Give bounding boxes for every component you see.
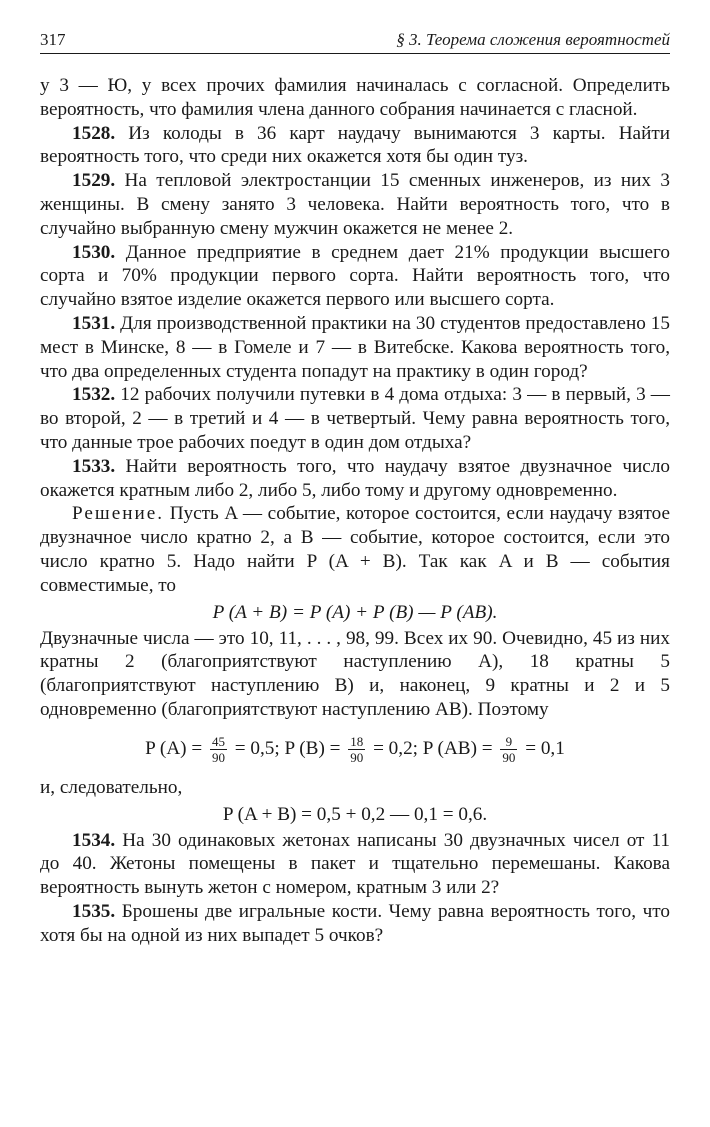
fraction-denominator: 90: [211, 749, 225, 765]
continuation-text: у 3 — Ю, у всех прочих фамилия начиналась с согласной. Определить вероятность, что фамилия члена данного собрания начинается с гласной.: [40, 75, 670, 120]
solution-intro-text: Пусть A — событие, которое состоится, если наудачу взятое двузначное число кратно 2, а B — событие, которое состоится, если это число кратно 5. Надо найти P (A + B). Так как A и B — события совместимые, то: [40, 503, 670, 596]
formula-pa-left: P (A) =: [145, 737, 207, 759]
problem-1531: [40, 312, 670, 383]
problem-number: 1533.: [72, 455, 116, 477]
fraction-pab: [500, 734, 517, 765]
formula-probabilities: [40, 726, 670, 772]
solution-label: Решение.: [72, 503, 165, 525]
solution-intro: [40, 502, 670, 597]
problem-number: 1531.: [72, 312, 116, 334]
problem-1532: [40, 383, 670, 454]
problem-text: На тепловой электростанции 15 сменных инженеров, из них 3 женщины. В смену занято 3 человека. Найти вероятность того, что в случайно выбранную смену мужчин окажется не менее 2.: [40, 170, 670, 239]
problem-text: Брошены две игральные кости. Чему равна вероятность того, что хотя бы на одной из них выпадет 5 очков?: [40, 900, 670, 946]
therefore-text: и, следовательно,: [40, 776, 183, 798]
problem-number: 1532.: [72, 384, 116, 406]
problem-number: 1530.: [72, 241, 116, 263]
page-number: 317: [40, 30, 66, 49]
running-title: § 3. Теорема сложения вероятностей: [396, 30, 670, 49]
problem-number: 1529.: [72, 170, 116, 192]
problem-number: 1528.: [72, 122, 116, 144]
problem-text: Данное предприятие в среднем дает 21% продукции высшего сорта и 70% продукции первого сорта. Найти вероятность того, что случайно взятое изделие окажется первого или высшего сорта.: [40, 241, 670, 311]
fraction-numerator: 9: [500, 734, 517, 750]
page-header: [40, 30, 670, 54]
formula-pab-right: = 0,1: [520, 737, 565, 759]
problem-text: Найти вероятность того, что наудачу взятое двузначное число окажется кратным либо 2, либо 5, либо тому и другому одновременно.: [40, 455, 670, 501]
fraction-pa: [210, 734, 227, 765]
problem-1529: [40, 169, 670, 240]
formula-result: P (A + B) = 0,5 + 0,2 — 0,1 = 0,6.: [222, 803, 488, 825]
problem-number: 1534.: [72, 829, 116, 851]
formula-addition-theorem: P (A + B) = P (A) + P (B) — P (AB).: [212, 601, 498, 623]
fraction-denominator: 90: [502, 749, 516, 765]
problem-number: 1535.: [72, 900, 116, 922]
fraction-numerator: 18: [350, 733, 364, 749]
fraction-numerator: 45: [211, 733, 225, 749]
problem-1530: [40, 241, 670, 312]
solution-middle: Двузначные числа — это 10, 11, . . . , 98, 99. Всех их 90. Очевидно, 45 из них кратны 2 (благоприятствуют наступлению A), 18 кратны 5 (благоприятствуют наступлению B) и, наконец, 9 кратны и 2 и 5 одновременно (благоприятствуют наступлению AB). Поэтому: [40, 627, 670, 720]
problem-text: Для производственной практики на 30 студентов предоставлено 15 мест в Минске, 8 — в Гомеле и 7 — в Витебске. Какова вероятность того, что два определенных студента попадут на практику в один город?: [40, 312, 670, 382]
fraction-pb: [348, 734, 365, 765]
problem-1535: [40, 900, 670, 948]
problem-text: На 30 одинаковых жетонах написаны 30 двузначных чисел от 11 до 40. Жетоны помещены в пакет и тщательно перемешаны. Какова вероятность вынуть жетон с номером, кратным 3 или 2?: [40, 829, 670, 899]
problem-1528: [40, 122, 670, 170]
formula-pa-right: = 0,5; P (B) =: [229, 737, 346, 759]
problem-1533: [40, 455, 670, 503]
problem-text: Из колоды в 36 карт наудачу вынимаются 3 карты. Найти вероятность того, что среди них окажется хотя бы один туз.: [40, 122, 670, 168]
formula-pb-right: = 0,2; P (AB) =: [368, 737, 498, 759]
fraction-denominator: 90: [350, 749, 364, 765]
problem-1534: [40, 829, 670, 900]
problem-text: 12 рабочих получили путевки в 4 дома отдыха: 3 — в первый, 3 — во второй, 2 — в третий и 4 — в четвертый. Чему равна вероятность того, что данные трое рабочих поедут в один дом отдыха?: [40, 384, 670, 453]
